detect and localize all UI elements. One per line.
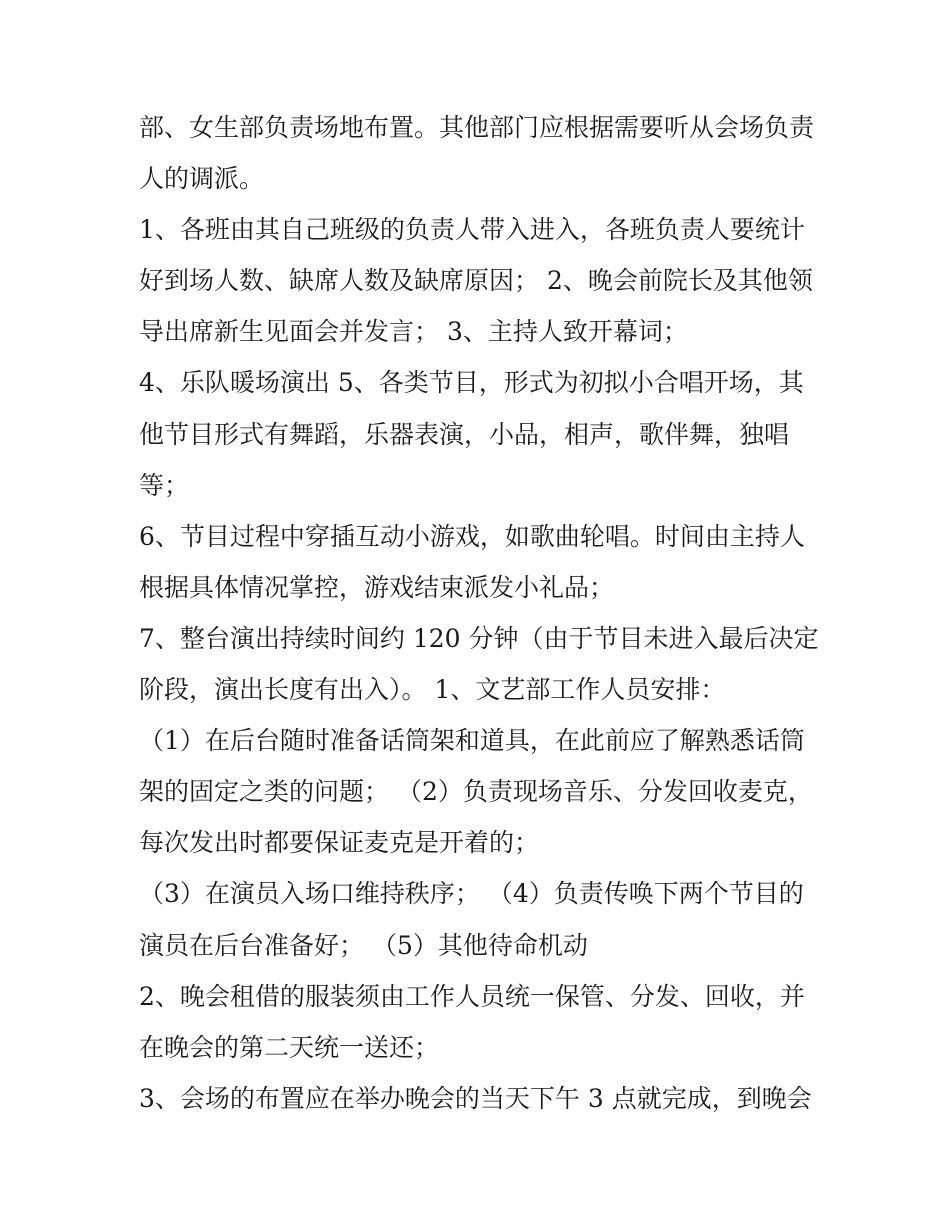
text-line: 在晚会的第二天统一送还； [139,1032,440,1062]
text-line: 根据具体情况掌控，游戏结束派发小礼品； [139,572,615,602]
text-line: 人的调派。 [139,164,265,194]
text-line: 导出席新生见面会并发言； 3、主持人致开幕词； [139,317,688,347]
text-line: 每次发出时都要保证麦克是开着的； [139,828,540,858]
text-line: 架的固定之类的问题； （2）负责现场音乐、分发回收麦克， [139,777,813,807]
text-line: 他节目形式有舞蹈，乐器表演，小品，相声，歌伴舞，独唱 [139,419,790,449]
text-line: 部、女生部负责场地布置。其他部门应根据需要听从会场负责 [139,113,815,142]
text-line: （1）在后台随时准备话筒架和道具，在此前应了解熟悉话筒 [139,726,805,756]
text-line: 7、整台演出持续时间约 120 分钟（由于节目未进入最后决定 [139,623,819,653]
text-line: 等； [139,470,190,500]
text-line: 2、晚会租借的服装须由工作人员统一保管、分发、回收，并 [139,981,805,1011]
document-body [139,102,819,1124]
text-line: 6、节目过程中穿插互动小游戏，如歌曲轮唱。时间由主持人 [139,521,805,551]
text-line: 演员在后台准备好； （5）其他待命机动 [139,930,588,960]
text-line: 阶段，演出长度有出入）。 1、文艺部工作人员安排： [139,675,726,705]
text-line: （3）在演员入场口维持秩序； （4）负责传唤下两个节目的 [139,879,804,909]
text-line: 好到场人数、缺席人数及缺席原因； 2、晚会前院长及其他领 [139,266,813,296]
text-line: 3、会场的布置应在举办晚会的当天下午 3 点就完成，到晚会 [139,1083,812,1113]
text-line: 4、乐队暖场演出 5、各类节目，形式为初拟小合唱开场，其 [139,368,804,398]
text-line: 1、各班由其自己班级的负责人带入进入，各班负责人要统计 [139,215,805,245]
